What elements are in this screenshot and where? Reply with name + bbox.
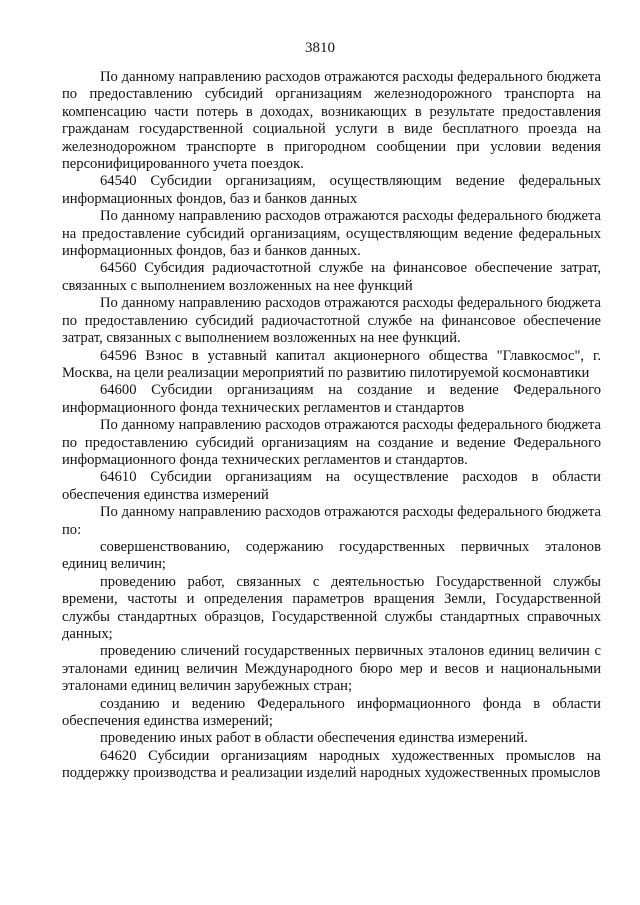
paragraph: По данному направлению расходов отражаются расходы федерального бюджета на предоставление субсидий организациям, осуществляющим ведение федеральных информационных фондов, баз и банков данных. <box>62 208 601 260</box>
paragraph: 64540 Субсидии организациям, осуществляющим ведение федеральных информационных фондов, баз и банков данных <box>62 173 601 207</box>
paragraph: По данному направлению расходов отражаются расходы федерального бюджета по предоставлению субсидий радиочастотной службе на финансовое обеспечение затрат, связанных с выполнением возложенных на нее функций. <box>62 295 601 347</box>
document-body <box>62 69 601 783</box>
list-item: созданию и ведению Федерального информационного фонда в области обеспечения единства измерений; <box>62 695 601 730</box>
list-item: проведению иных работ в области обеспечения единства измерений. <box>100 730 528 747</box>
paragraph: 64610 Субсидии организациям на осуществление расходов в области обеспечения единства измерений <box>62 469 601 503</box>
list-item: проведению работ, связанных с деятельностью Государственной службы времени, частоты и определения параметров вращения Земли, Государственной службы стандартных образцов, Государственной службы стандартных справочных данных; <box>62 573 601 642</box>
paragraph: 64600 Субсидии организациям на создание и ведение Федерального информационного фонда технических регламентов и стандартов <box>62 382 601 416</box>
paragraph: По данному направлению расходов отражаются расходы федерального бюджета по предоставлению субсидий организациям на создание и ведение Федерального информационного фонда технических регламентов и стандартов. <box>62 417 601 468</box>
list-item: совершенствованию, содержанию государственных первичных эталонов единиц величин; <box>62 538 601 573</box>
paragraph: 64560 Субсидия радиочастотной службе на финансовое обеспечение затрат, связанных с выполнением возложенных на нее функций <box>62 260 601 294</box>
paragraph: 64620 Субсидии организациям народных художественных промыслов на поддержку производства и реализации изделий народных художественных промыслов <box>62 747 601 782</box>
paragraph: 64596 Взнос в уставный капитал акционерного общества "Главкосмос", г. Москва, на цели реализации мероприятий по развитию пилотируемой космонавтики <box>62 347 601 381</box>
paragraph: По данному направлению расходов отражаются расходы федерального бюджета по: <box>62 504 601 538</box>
page-number: 3810 <box>305 40 335 56</box>
paragraph: По данному направлению расходов отражаются расходы федерального бюджета по предоставлению субсидий организациям железнодорожного транспорта на компенсацию части потерь в доходах, возникающих в результате предоставления гражданам государственной социальной услуги в виде бесплатного проезда на железнодорожном транспорте в пригородном сообщении при условии ведения персонифицированного учета поездок. <box>62 69 601 173</box>
list-item: проведению сличений государственных первичных эталонов единиц величин с эталонами единиц величин Международного бюро мер и весов и национальными эталонами единиц величин зарубежных стран; <box>62 643 601 695</box>
